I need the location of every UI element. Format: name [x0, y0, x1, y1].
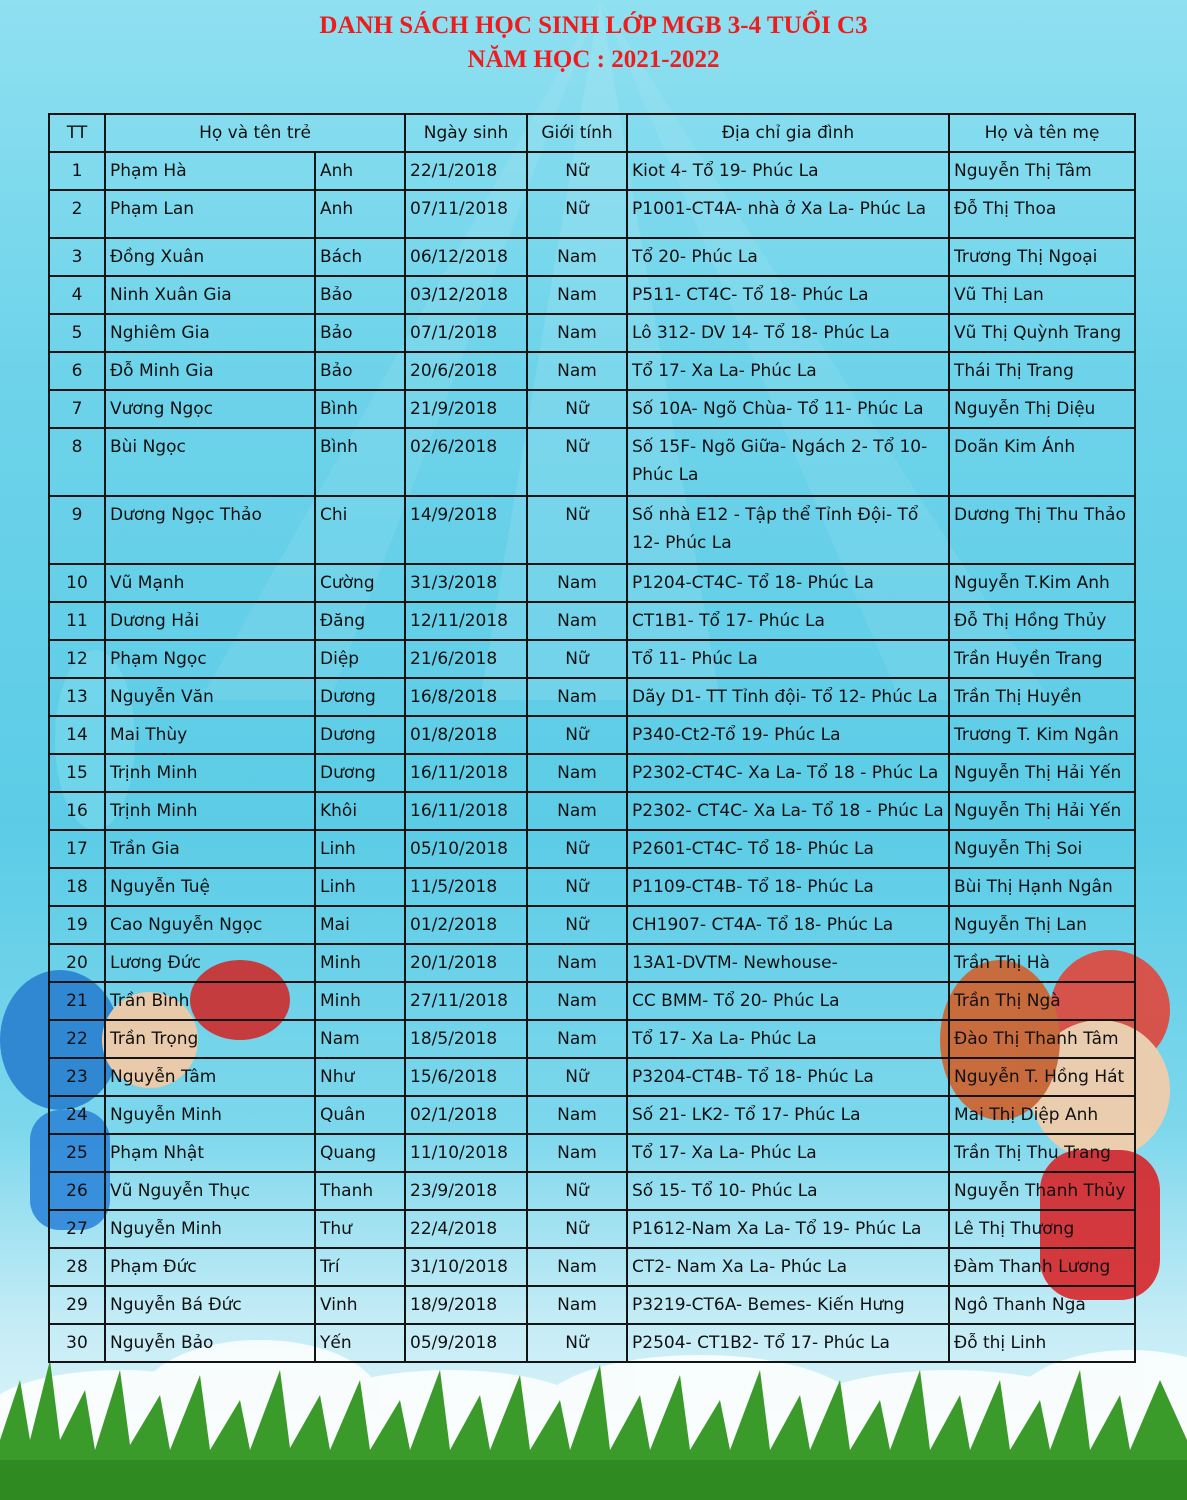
- cell-address: Số 10A- Ngõ Chùa- Tổ 11- Phúc La: [627, 390, 949, 428]
- cell-dob: 27/11/2018: [405, 982, 527, 1020]
- cell-given-name: Thư: [315, 1210, 405, 1248]
- cell-tt: 23: [49, 1058, 105, 1096]
- cell-first-name: Phạm Đức: [105, 1248, 315, 1286]
- cell-tt: 25: [49, 1134, 105, 1172]
- cell-address: P3204-CT4B- Tổ 18- Phúc La: [627, 1058, 949, 1096]
- cell-dob: 02/6/2018: [405, 428, 527, 496]
- cell-mother-name: Nguyễn Thị Soi: [949, 830, 1135, 868]
- cell-given-name: Dương: [315, 716, 405, 754]
- table-row: [49, 1248, 1135, 1286]
- cell-tt: 19: [49, 906, 105, 944]
- cell-first-name: Trần Gia: [105, 830, 315, 868]
- cell-mother-name: Nguyễn Thị Lan: [949, 906, 1135, 944]
- cell-given-name: Quang: [315, 1134, 405, 1172]
- cell-mother-name: Nguyễn Thị Hải Yến: [949, 792, 1135, 830]
- cell-address: Tổ 17- Xa La- Phúc La: [627, 1020, 949, 1058]
- cell-address: P2601-CT4C- Tổ 18- Phúc La: [627, 830, 949, 868]
- cell-dob: 07/11/2018: [405, 190, 527, 238]
- table-row: [49, 792, 1135, 830]
- cell-tt: 5: [49, 314, 105, 352]
- cell-address: Tổ 20- Phúc La: [627, 238, 949, 276]
- cell-gender: Nam: [527, 1286, 627, 1324]
- table-row: [49, 352, 1135, 390]
- cell-given-name: Yến: [315, 1324, 405, 1362]
- cell-mother-name: Đào Thị Thanh Tâm: [949, 1020, 1135, 1058]
- cell-first-name: Dương Ngọc Thảo: [105, 496, 315, 564]
- cell-given-name: Như: [315, 1058, 405, 1096]
- cell-first-name: Lương Đức: [105, 944, 315, 982]
- cell-first-name: Nguyễn Văn: [105, 678, 315, 716]
- cell-given-name: Bảo: [315, 276, 405, 314]
- header-tt: TT: [49, 114, 105, 152]
- cell-gender: Nam: [527, 276, 627, 314]
- cell-gender: Nữ: [527, 868, 627, 906]
- cell-gender: Nam: [527, 314, 627, 352]
- cell-given-name: Thanh: [315, 1172, 405, 1210]
- cell-first-name: Vũ Nguyễn Thục: [105, 1172, 315, 1210]
- table-row: [49, 906, 1135, 944]
- cell-mother-name: Trần Thị Ngà: [949, 982, 1135, 1020]
- table-row: [49, 1286, 1135, 1324]
- cell-first-name: Phạm Lan: [105, 190, 315, 238]
- table-row: [49, 190, 1135, 238]
- cell-gender: Nam: [527, 792, 627, 830]
- cell-address: CT2- Nam Xa La- Phúc La: [627, 1248, 949, 1286]
- cell-given-name: Đăng: [315, 602, 405, 640]
- cell-first-name: Phạm Nhật: [105, 1134, 315, 1172]
- cell-given-name: Dương: [315, 754, 405, 792]
- table-header-row: [49, 114, 1135, 152]
- cell-tt: 21: [49, 982, 105, 1020]
- cell-given-name: Anh: [315, 190, 405, 238]
- table-row: [49, 390, 1135, 428]
- cell-given-name: Khôi: [315, 792, 405, 830]
- cell-dob: 11/5/2018: [405, 868, 527, 906]
- cell-address: P3219-CT6A- Bemes- Kiến Hưng: [627, 1286, 949, 1324]
- table-body: [49, 152, 1135, 1362]
- cell-first-name: Mai Thùy: [105, 716, 315, 754]
- cell-gender: Nữ: [527, 1210, 627, 1248]
- header-gender: Giới tính: [527, 114, 627, 152]
- cell-address: P2302-CT4C- Xa La- Tổ 18 - Phúc La: [627, 754, 949, 792]
- cell-mother-name: Đỗ Thị Hồng Thủy: [949, 602, 1135, 640]
- cell-tt: 6: [49, 352, 105, 390]
- cell-gender: Nam: [527, 1096, 627, 1134]
- cell-first-name: Cao Nguyễn Ngọc: [105, 906, 315, 944]
- table-row: [49, 944, 1135, 982]
- cell-address: CT1B1- Tổ 17- Phúc La: [627, 602, 949, 640]
- cell-address: CH1907- CT4A- Tổ 18- Phúc La: [627, 906, 949, 944]
- cell-gender: Nữ: [527, 1324, 627, 1362]
- cell-given-name: Mai: [315, 906, 405, 944]
- table-row: [49, 640, 1135, 678]
- cell-first-name: Vương Ngọc: [105, 390, 315, 428]
- cell-mother-name: Mai Thị Diệp Anh: [949, 1096, 1135, 1134]
- cell-gender: Nữ: [527, 390, 627, 428]
- cell-dob: 23/9/2018: [405, 1172, 527, 1210]
- cell-dob: 01/8/2018: [405, 716, 527, 754]
- cell-dob: 07/1/2018: [405, 314, 527, 352]
- cell-address: Lô 312- DV 14- Tổ 18- Phúc La: [627, 314, 949, 352]
- cell-gender: Nam: [527, 944, 627, 982]
- table-row: [49, 830, 1135, 868]
- cell-tt: 18: [49, 868, 105, 906]
- cell-mother-name: Nguyễn T. Hồng Hát: [949, 1058, 1135, 1096]
- table-row: [49, 238, 1135, 276]
- cell-first-name: Dương Hải: [105, 602, 315, 640]
- cell-mother-name: Trần Thị Hà: [949, 944, 1135, 982]
- cell-tt: 22: [49, 1020, 105, 1058]
- cell-tt: 17: [49, 830, 105, 868]
- cell-gender: Nữ: [527, 496, 627, 564]
- cell-address: P511- CT4C- Tổ 18- Phúc La: [627, 276, 949, 314]
- cell-address: P1204-CT4C- Tổ 18- Phúc La: [627, 564, 949, 602]
- cell-tt: 26: [49, 1172, 105, 1210]
- cell-address: Dãy D1- TT Tỉnh đội- Tổ 12- Phúc La: [627, 678, 949, 716]
- cell-address: P1109-CT4B- Tổ 18- Phúc La: [627, 868, 949, 906]
- cell-first-name: Nguyễn Tâm: [105, 1058, 315, 1096]
- cell-gender: Nam: [527, 754, 627, 792]
- cell-dob: 20/6/2018: [405, 352, 527, 390]
- cell-address: P2504- CT1B2- Tổ 17- Phúc La: [627, 1324, 949, 1362]
- cell-address: P340-Ct2-Tổ 19- Phúc La: [627, 716, 949, 754]
- table-row: [49, 754, 1135, 792]
- cell-gender: Nữ: [527, 830, 627, 868]
- cell-mother-name: Nguyễn Thị Hải Yến: [949, 754, 1135, 792]
- cell-first-name: Phạm Hà: [105, 152, 315, 190]
- cell-tt: 20: [49, 944, 105, 982]
- cell-mother-name: Đỗ Thị Thoa: [949, 190, 1135, 238]
- cell-gender: Nữ: [527, 152, 627, 190]
- cell-mother-name: Vũ Thị Quỳnh Trang: [949, 314, 1135, 352]
- cell-first-name: Ninh Xuân Gia: [105, 276, 315, 314]
- cell-tt: 12: [49, 640, 105, 678]
- cell-given-name: Minh: [315, 944, 405, 982]
- cell-dob: 01/2/2018: [405, 906, 527, 944]
- cell-given-name: Bảo: [315, 314, 405, 352]
- cell-gender: Nam: [527, 238, 627, 276]
- cell-tt: 10: [49, 564, 105, 602]
- cell-mother-name: Trần Huyền Trang: [949, 640, 1135, 678]
- cell-mother-name: Trương Thị Ngoại: [949, 238, 1135, 276]
- cell-gender: Nam: [527, 982, 627, 1020]
- cell-address: P1612-Nam Xa La- Tổ 19- Phúc La: [627, 1210, 949, 1248]
- cell-mother-name: Ngô Thanh Nga: [949, 1286, 1135, 1324]
- cell-mother-name: Vũ Thị Lan: [949, 276, 1135, 314]
- header-address: Địa chỉ gia đình: [627, 114, 949, 152]
- cell-address: P1001-CT4A- nhà ở Xa La- Phúc La: [627, 190, 949, 238]
- table-row: [49, 1210, 1135, 1248]
- cell-mother-name: Nguyễn Thị Diệu: [949, 390, 1135, 428]
- cell-given-name: Dương: [315, 678, 405, 716]
- cell-given-name: Minh: [315, 982, 405, 1020]
- cell-tt: 2: [49, 190, 105, 238]
- cell-dob: 16/11/2018: [405, 792, 527, 830]
- cell-gender: Nữ: [527, 906, 627, 944]
- cell-tt: 30: [49, 1324, 105, 1362]
- cell-address: Số 15F- Ngõ Giữa- Ngách 2- Tổ 10- Phúc La: [627, 428, 949, 496]
- cell-tt: 29: [49, 1286, 105, 1324]
- cell-mother-name: Nguyễn Thị Tâm: [949, 152, 1135, 190]
- cell-mother-name: Trần Thị Huyền: [949, 678, 1135, 716]
- cell-given-name: Trí: [315, 1248, 405, 1286]
- cell-gender: Nữ: [527, 640, 627, 678]
- cell-address: Kiot 4- Tổ 19- Phúc La: [627, 152, 949, 190]
- cell-tt: 27: [49, 1210, 105, 1248]
- cell-first-name: Bùi Ngọc: [105, 428, 315, 496]
- table-row: [49, 1020, 1135, 1058]
- cell-dob: 20/1/2018: [405, 944, 527, 982]
- cell-dob: 05/10/2018: [405, 830, 527, 868]
- cell-tt: 28: [49, 1248, 105, 1286]
- table-row: [49, 1058, 1135, 1096]
- cell-gender: Nam: [527, 1134, 627, 1172]
- cell-tt: 16: [49, 792, 105, 830]
- header-child-name: Họ và tên trẻ: [105, 114, 405, 152]
- cell-address: CC BMM- Tổ 20- Phúc La: [627, 982, 949, 1020]
- cell-address: Số nhà E12 - Tập thể Tỉnh Đội- Tổ 12- Phúc La: [627, 496, 949, 564]
- school-year: NĂM HỌC : 2021-2022: [467, 46, 720, 73]
- cell-first-name: Trần Trọng: [105, 1020, 315, 1058]
- table-row: [49, 602, 1135, 640]
- cell-given-name: Vinh: [315, 1286, 405, 1324]
- cell-tt: 7: [49, 390, 105, 428]
- cell-dob: 22/4/2018: [405, 1210, 527, 1248]
- cell-gender: Nam: [527, 602, 627, 640]
- header-dob: Ngày sinh: [405, 114, 527, 152]
- cell-given-name: Diệp: [315, 640, 405, 678]
- cell-address: Tổ 17- Xa La- Phúc La: [627, 1134, 949, 1172]
- cell-dob: 16/8/2018: [405, 678, 527, 716]
- cell-dob: 02/1/2018: [405, 1096, 527, 1134]
- cell-dob: 06/12/2018: [405, 238, 527, 276]
- cell-first-name: Nguyễn Tuệ: [105, 868, 315, 906]
- cell-first-name: Nguyễn Bá Đức: [105, 1286, 315, 1324]
- cell-dob: 11/10/2018: [405, 1134, 527, 1172]
- cell-given-name: Bảo: [315, 352, 405, 390]
- cell-first-name: Đồng Xuân: [105, 238, 315, 276]
- cell-given-name: Bình: [315, 428, 405, 496]
- cell-given-name: Quân: [315, 1096, 405, 1134]
- cell-dob: 21/6/2018: [405, 640, 527, 678]
- cell-gender: Nữ: [527, 428, 627, 496]
- cell-address: Tổ 11- Phúc La: [627, 640, 949, 678]
- cell-dob: 12/11/2018: [405, 602, 527, 640]
- cell-first-name: Trần Bình: [105, 982, 315, 1020]
- cell-mother-name: Doãn Kim Ánh: [949, 428, 1135, 496]
- cell-mother-name: Dương Thị Thu Thảo: [949, 496, 1135, 564]
- cell-dob: 18/9/2018: [405, 1286, 527, 1324]
- cell-first-name: Phạm Ngọc: [105, 640, 315, 678]
- cell-tt: 4: [49, 276, 105, 314]
- table-row: [49, 1134, 1135, 1172]
- table-row: [49, 868, 1135, 906]
- cell-gender: Nam: [527, 1020, 627, 1058]
- cell-first-name: Nghiêm Gia: [105, 314, 315, 352]
- cell-address: Tổ 17- Xa La- Phúc La: [627, 352, 949, 390]
- cell-dob: 03/12/2018: [405, 276, 527, 314]
- student-roster-table: [48, 113, 1136, 1363]
- cell-first-name: Trịnh Minh: [105, 792, 315, 830]
- cell-mother-name: Đỗ thị Linh: [949, 1324, 1135, 1362]
- cell-tt: 3: [49, 238, 105, 276]
- cell-dob: 22/1/2018: [405, 152, 527, 190]
- cell-tt: 9: [49, 496, 105, 564]
- cell-given-name: Cường: [315, 564, 405, 602]
- cell-tt: 1: [49, 152, 105, 190]
- table-row: [49, 1096, 1135, 1134]
- cell-first-name: Trịnh Minh: [105, 754, 315, 792]
- cell-gender: Nữ: [527, 716, 627, 754]
- cell-mother-name: Đàm Thanh Lương: [949, 1248, 1135, 1286]
- cell-dob: 15/6/2018: [405, 1058, 527, 1096]
- cell-given-name: Bình: [315, 390, 405, 428]
- cell-first-name: Đỗ Minh Gia: [105, 352, 315, 390]
- cell-mother-name: Trần Thị Thu Trang: [949, 1134, 1135, 1172]
- table-row: [49, 982, 1135, 1020]
- table-row: [49, 428, 1135, 496]
- cell-dob: 16/11/2018: [405, 754, 527, 792]
- cell-given-name: Chi: [315, 496, 405, 564]
- header-mother: Họ và tên mẹ: [949, 114, 1135, 152]
- cell-given-name: Linh: [315, 868, 405, 906]
- cell-address: 13A1-DVTM- Newhouse-: [627, 944, 949, 982]
- cell-tt: 11: [49, 602, 105, 640]
- table-row: [49, 1324, 1135, 1362]
- cell-gender: Nữ: [527, 190, 627, 238]
- page-title: DANH SÁCH HỌC SINH LỚP MGB 3-4 TUỔI C3: [319, 12, 868, 39]
- table-row: [49, 276, 1135, 314]
- cell-mother-name: Nguyễn Thanh Thủy: [949, 1172, 1135, 1210]
- cell-mother-name: Thái Thị Trang: [949, 352, 1135, 390]
- cell-dob: 21/9/2018: [405, 390, 527, 428]
- cell-given-name: Linh: [315, 830, 405, 868]
- cell-first-name: Vũ Mạnh: [105, 564, 315, 602]
- cell-address: P2302- CT4C- Xa La- Tổ 18 - Phúc La: [627, 792, 949, 830]
- cell-dob: 18/5/2018: [405, 1020, 527, 1058]
- cell-dob: 31/10/2018: [405, 1248, 527, 1286]
- cell-mother-name: Trương T. Kim Ngân: [949, 716, 1135, 754]
- cell-mother-name: Bùi Thị Hạnh Ngân: [949, 868, 1135, 906]
- table-row: [49, 678, 1135, 716]
- cell-tt: 24: [49, 1096, 105, 1134]
- cell-gender: Nam: [527, 1248, 627, 1286]
- table-row: [49, 152, 1135, 190]
- table-row: [49, 496, 1135, 564]
- cell-address: Số 21- LK2- Tổ 17- Phúc La: [627, 1096, 949, 1134]
- cell-gender: Nữ: [527, 1058, 627, 1096]
- cell-gender: Nam: [527, 564, 627, 602]
- cell-gender: Nữ: [527, 1172, 627, 1210]
- table-row: [49, 564, 1135, 602]
- cell-dob: 31/3/2018: [405, 564, 527, 602]
- cell-address: Số 15- Tổ 10- Phúc La: [627, 1172, 949, 1210]
- cell-gender: Nam: [527, 678, 627, 716]
- cell-dob: 05/9/2018: [405, 1324, 527, 1362]
- cell-tt: 14: [49, 716, 105, 754]
- cell-first-name: Nguyễn Minh: [105, 1096, 315, 1134]
- cell-first-name: Nguyễn Bảo: [105, 1324, 315, 1362]
- cell-given-name: Bách: [315, 238, 405, 276]
- cell-mother-name: Nguyễn T.Kim Anh: [949, 564, 1135, 602]
- table-row: [49, 1172, 1135, 1210]
- cell-tt: 13: [49, 678, 105, 716]
- cell-given-name: Nam: [315, 1020, 405, 1058]
- cell-dob: 14/9/2018: [405, 496, 527, 564]
- table-row: [49, 314, 1135, 352]
- cell-gender: Nam: [527, 352, 627, 390]
- cell-first-name: Nguyễn Minh: [105, 1210, 315, 1248]
- cell-given-name: Anh: [315, 152, 405, 190]
- table-row: [49, 716, 1135, 754]
- cell-tt: 8: [49, 428, 105, 496]
- cell-mother-name: Lê Thị Thương: [949, 1210, 1135, 1248]
- cell-tt: 15: [49, 754, 105, 792]
